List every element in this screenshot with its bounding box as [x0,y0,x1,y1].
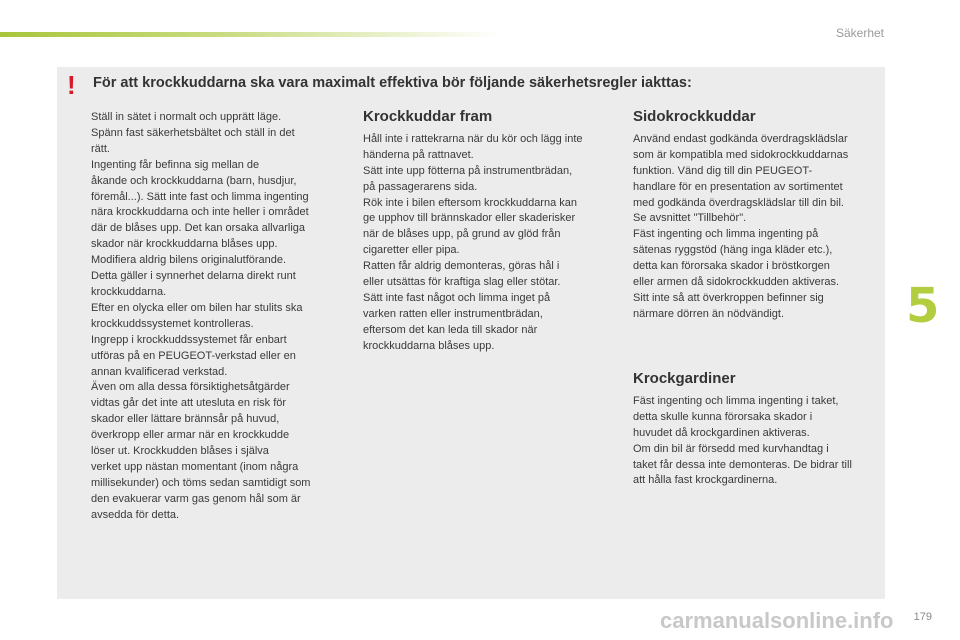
text-line: taket får dessa inte demonteras. De bidrar till [633,458,852,471]
text-line: annan kvalificerad verkstad. [91,365,228,378]
watermark: carmanualsonline.info [660,608,894,633]
text-line: närmare dörren än nödvändigt. [633,307,785,320]
text-line: krockkuddssystemet kontrolleras. [91,317,254,330]
text-line: Ingrepp i krockkuddssystemet får enbart [91,333,287,346]
text-line: eller utsättas för kraftiga slag eller stötar. [363,276,561,289]
text-line: händerna på rattnavet. [363,148,474,161]
general-rules-column [91,110,351,524]
text-line: Se avsnittet "Tillbehör". [633,212,747,225]
text-line: som är kompatibla med sidokrockkuddarnas [633,148,849,161]
side-airbags-heading: Sidokrockkuddar [633,108,756,125]
text-line: löser ut. Krockkudden blåses i själva [91,445,269,458]
text-line: den evakuerar varm gas genom hål som är [91,492,301,505]
text-line: Ställ in sätet i normalt och upprätt läge. [91,111,282,123]
text-line: cigaretter eller pipa. [363,244,460,257]
text-line: varken ratten eller instrumentbrädan, [363,307,543,320]
curtain-airbags-heading: Krockgardiner [633,370,736,387]
chapter-number: 5 [906,278,940,334]
text-line: med godkända överdragsklädslar till din bil. [633,196,844,209]
text-line: skador eller lättare brännsår på huvud, [91,413,280,426]
curtain-airbags-column [633,371,883,489]
text-line: utföras på en PEUGEOT-verkstad eller en [91,349,296,362]
text-line: Sätt inte fast något och limma inget på [363,291,551,304]
side-airbags-column [633,109,883,323]
text-line: föremål...). Sätt inte fast och limma ingenting [91,190,309,203]
text-line: när de blåses upp, på grund av glöd från [363,228,561,241]
text-line: Rök inte i bilen eftersom krockkuddarna kan [363,196,577,209]
text-line: detta kan förorsaka skador i bröstkorgen [633,260,830,273]
front-airbags-column [363,109,618,355]
text-line: Även om alla dessa försiktighetsåtgärder [91,381,290,394]
section-title: Säkerhet [835,26,884,40]
text-line: Spänn fast säkerhetsbältet och ställ in det [91,126,295,139]
text-line: skador när krockkuddarna blåses upp. [91,238,278,251]
text-line: krockkuddarna blåses upp. [363,339,495,352]
section-accent-bar [0,32,500,37]
text-line: överkropp eller armar när en krockkudde [91,429,290,442]
text-line: funktion. Vänd dig till din PEUGEOT- [633,164,813,177]
text-line: sätenas ryggstöd (häng inga kläder etc.), [633,244,833,257]
curtain-airbags-text [633,394,883,489]
text-line: handlare för en presentation av sortimentet [633,180,843,193]
text-line: Sitt inte så att överkroppen befinner sig [633,291,824,304]
text-line: eller armen då sidokrockkudden aktiveras. [633,276,840,289]
text-line: nära krockkuddarna och inte heller i området [91,206,309,219]
text-line: krockkuddarna. [91,285,167,298]
text-line: Modifiera aldrig bilens originalutförande. [91,254,287,267]
text-line: millisekunder) och töms sedan samtidigt som [91,476,311,489]
text-line: Ratten får aldrig demonteras, göras hål i [363,260,560,273]
text-line: Fäst ingenting och limma ingenting i taket, [633,394,839,407]
text-line: där de blåses upp. Det kan orsaka allvarliga [91,222,306,235]
side-airbags-text [633,132,883,323]
text-line: vidtas går det inte att utesluta en risk för [91,397,287,410]
text-line: huvudet då krockgardinen aktiveras. [633,426,810,439]
text-line: Detta gäller i synnerhet delarna direkt runt [91,270,296,283]
text-line: Om din bil är försedd med kurvhandtag i [633,442,829,455]
warning-title: För att krockkuddarna ska vara maximalt effektiva bör följande säkerhetsregler iakttas: [93,75,692,91]
text-line: Sätt inte upp fötterna på instrumentbrädan, [363,164,573,177]
text-line: eftersom det kan leda till skador när [363,323,538,336]
general-rules-text [91,110,351,524]
front-airbags-heading: Krockkuddar fram [363,108,493,125]
text-line: detta skulle kunna förorsaka skador i [633,410,813,423]
front-airbags-text [363,132,618,355]
text-line: Använd endast godkända överdragsklädslar [633,132,848,145]
text-line: verket upp nästan momentant (inom några [91,460,299,473]
text-line: åkande och krockkuddarna (barn, husdjur, [91,174,297,187]
text-line: rätt. [91,142,110,155]
text-line: Fäst ingenting och limma ingenting på [633,228,819,241]
text-line: avsedda för detta. [91,508,180,521]
text-line: att hålla fast krockgardinerna. [633,474,778,487]
text-line: Efter en olycka eller om bilen har stulits ska [91,301,303,314]
text-line: Ingenting får befinna sig mellan de [91,158,260,171]
text-line: ge upphov till brännskador eller skaderisker [363,212,576,225]
text-line: på passagerarens sida. [363,180,478,193]
text-line: Håll inte i rattekrarna när du kör och lägg inte [363,132,583,145]
page-number: 179 [913,611,932,623]
exclamation-icon: ! [67,70,76,100]
